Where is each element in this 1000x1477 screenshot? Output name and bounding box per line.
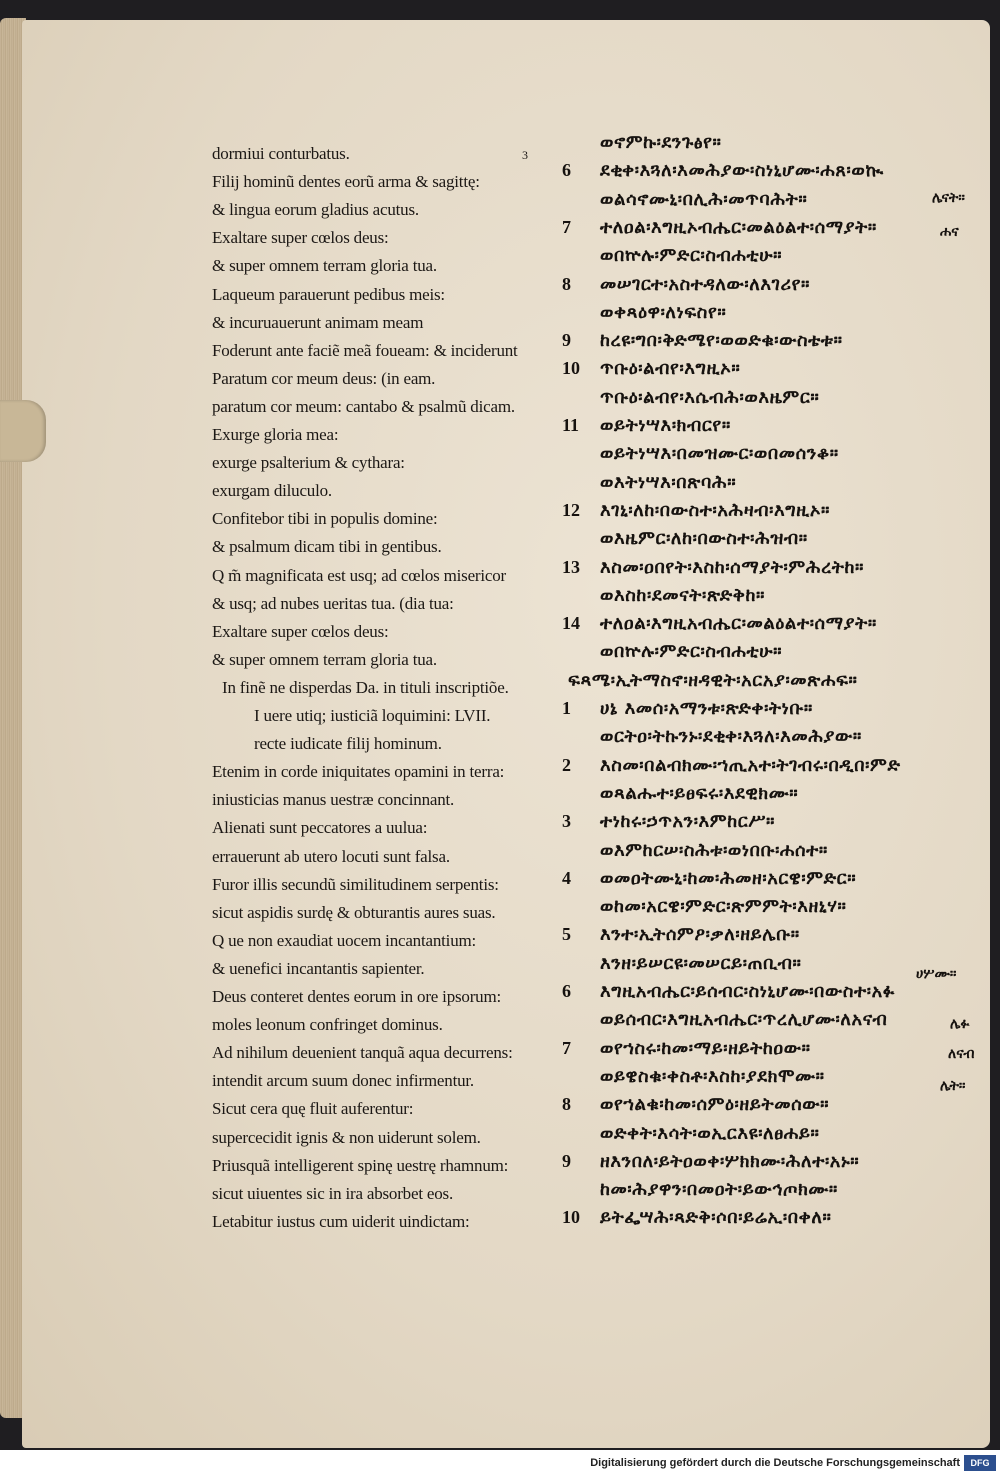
latin-text-line: Letabitur iustus cum uiderit uindictam: [212,1211,470,1231]
latin-text-line: & lingua eorum gladius acutus. [212,200,419,220]
ethiopic-text-line: ፍጻሜ፡ኢትማስኖ፡ዘዳዊት፡አርአያ፡መጽሐፍ። [568,669,858,691]
latin-text-line: Paratum cor meum deus: (in eam. [212,368,436,388]
ethiopic-text-line: ወይዌስቁ፡ቀስቶ፡እስከ፡ያደክሞሙ። [600,1065,825,1087]
latin-text-line: sicut aspidis surdę & obturantis aures suas. [212,902,496,922]
latin-text-line: Deus conteret dentes eorum in ore ipsorum: [212,987,502,1006]
latin-text-line: paratum cor meum: cantabo & psalmũ dicam. [212,396,515,416]
margin-gloss: ሀሦሙ። [916,966,957,982]
ethiopic-text-line: ተነከሩ፡ኃጥአን፡እምከርሥ። [600,811,776,833]
latin-text-line: Confitebor tibi in populis domine: [212,509,438,529]
latin-text-line: Q ue non exaudiat uocem incantantium: [212,930,477,950]
margin-gloss: ሌት። [940,1078,966,1094]
latin-text-line: Exaltare super cœlos deus: [212,228,389,248]
ethiopic-text-line: ተለዐል፡እግዚኦብሔር፡መልዕልተ፡ሰማያት። [600,216,877,238]
verse-number: 10 [562,1207,580,1228]
ethiopic-text-line: ተለዐል፡እግዚአብሔር፡መልዕልተ፡ሰማያት። [600,613,877,635]
footer-bar [0,1450,1000,1477]
latin-text-line: Foderunt ante faciẽ meã foueam: & inciderunt [212,340,518,360]
verse-number: 1 [562,698,571,718]
verse-number: 9 [562,330,571,351]
latin-text-line: dormiui conturbatus. [212,144,350,163]
ethiopic-text-line: ወየኀስሩ፡ከመ፡ማይ፡ዘይትከዐው። [600,1037,811,1059]
ethiopic-text-line: ደቂቀ፡እጓለ፡እመሕያው፡ስነኒሆሙ፡ሐጸ፡ወኲ [600,160,884,182]
ethiopic-text-line: ከመ፡ሕያዋን፡በመዐት፡ይውኅጦክሙ። [600,1179,838,1201]
ethiopic-text-line: ወእስከ፡ደመናት፡ጽድቅከ። [600,584,766,606]
verse-number: 4 [562,867,571,888]
verse-number: 9 [562,1150,571,1171]
latin-text-line: Alienati sunt peccatores a uulua: [212,818,428,838]
latin-text-line: In finẽ ne disperdas Da. in tituli inscriptiõe. [222,677,509,697]
ethiopic-text-line: እግዚአብሔር፡ይሰብር፡ስነኒሆሙ፡በውስተ፡አፉ [600,981,895,1002]
margin-gloss: ሌናት። [932,190,965,206]
bookmark-tab [0,400,46,462]
verse-number: 8 [562,273,571,294]
latin-text-line: & super omnem terram gloria tua. [212,649,437,669]
latin-text-line: Laqueum parauerunt pedibus meis: [212,284,445,304]
latin-text-line: Priusquã intelligerent spinę uestrę rhamnum: [212,1155,509,1175]
latin-text-line: I uere utiq; iusticiã loquimini: LVII. [254,706,491,725]
latin-text-line: iniusticias manus uestræ concinnant. [212,790,455,810]
footer-credit: Digitalisierung gefördert durch die Deutsche Forschungsgemeinschaft [590,1457,960,1469]
ethiopic-text-line: እገኒ፡ለከ፡በውስተ፡አሕዛብ፡እግዚኦ። [600,499,831,521]
ethiopic-text-line: ወመዐትሙኒ፡ከመ፡ሕመዘ፡አርዌ፡ምድር። [600,867,857,889]
ethiopic-text-line: ጥቡዕ፡ልብየ፡እግዚኦ። [600,358,741,380]
latin-text-line: Q m̃ magnificata est usq; ad cœlos misericor [212,565,507,585]
folio-mark: 3 [522,148,528,162]
verse-number: 8 [562,1094,571,1115]
latin-text-line: errauerunt ab utero locuti sunt falsa. [212,846,450,866]
latin-text-line: & incuruauerunt animam meam [212,312,424,332]
book-page [22,20,990,1448]
ethiopic-text-line: እስመ፡ዐበየት፡እስከ፡ሰማያት፡ምሕረትከ። [600,556,865,578]
latin-text-line: & usq; ad nubes ueritas tua. (dia tua: [212,593,454,613]
ethiopic-text-line: ወድቀት፡እሳት፡ወኢርእዩ፡ለፀሐይ። [600,1122,820,1144]
verse-number: 12 [562,499,580,520]
ethiopic-text-line: ወይትነሣእ፡በመዝሙር፡ወበመሰንቆ። [600,443,839,465]
ethiopic-text-line: ይትፌሣሕ፡ጻድቅ፡ሶበ፡ይሬኢ፡በቀለ። [600,1207,832,1229]
ethiopic-text-line: ጥቡዕ፡ልብየ፡እሴብሕ፡ወእዜምር። [600,386,820,408]
ethiopic-text-line: ከረዩ፡ግበ፡ቅድሜየ፡ወወድቁ፡ውስቴቱ። [600,330,843,352]
margin-gloss: ሌፉ [950,1016,970,1032]
verse-number: 6 [562,160,571,181]
ethiopic-text-line: ሀኔ እመሰ፡አማንቱ፡ጽድቀ፡ትነቡ። [600,698,813,719]
ethiopic-text-line: ወርትዐ፡ትኩንኑ፡ደቂቀ፡እጓለ፡እመሕያው። [600,726,862,748]
verse-number: 14 [562,613,580,634]
verse-number: 13 [562,556,580,577]
latin-text-line: moles leonum confringet dominus. [212,1015,443,1035]
ethiopic-text-line: ወእምከርሠ፡ስሕቱ፡ወነበቡ፡ሐሰተ። [600,839,828,861]
margin-gloss: ለናብ [948,1046,975,1062]
ethiopic-text-line: ወጻልሑተ፡ይፀፍሩ፡እደዊክሙ። [600,782,799,804]
ethiopic-text-line: ወእትነሣእ፡በጽባሕ። [600,471,737,493]
ethiopic-text-line: ወእዜምር፡ለከ፡በውስተ፡ሕዝብ። [600,528,808,550]
ethiopic-text-line: ወይትነሣእ፡ክብርየ። [600,415,731,436]
ethiopic-text-line: እንዘ፡ይሠርዩ፡መሠርይ፡ጠቢብ። [600,952,802,974]
verse-number: 2 [562,754,571,775]
ethiopic-text-line: ወቀጻዕዋ፡ለነፍስየ። [600,301,727,323]
latin-text-line: Sicut cera quę fluit auferentur: [212,1099,414,1119]
latin-text-line: Exaltare super cœlos deus: [212,621,389,641]
latin-text-line: intendit arcum suum donec infirmentur. [212,1071,474,1091]
ethiopic-text-line: መሠገርተ፡አስተዳለው፡ለእገሪየ። [600,273,811,295]
margin-gloss: ሐና [940,224,959,240]
latin-text-line: Filij hominũ dentes eorũ arma & sagittę: [212,172,480,192]
latin-text-line: Etenim in corde iniquitates opamini in terra: [212,762,505,782]
verse-number: 5 [562,924,571,945]
verse-number: 3 [562,811,571,832]
ethiopic-text-line: ወበኵሉ፡ምድር፡ስብሐቲሁ። [600,641,783,663]
dfg-logo: DFG [964,1455,996,1471]
ethiopic-text-line: ወልሳኖሙኒ፡በሊሕ፡መጥባሕት። [600,188,808,210]
ethiopic-text-line: ወበኵሉ፡ምድር፡ስብሐቲሁ። [600,245,783,267]
latin-text-line: & psalmum dicam tibi in gentibus. [212,537,442,557]
ethiopic-text-line: እስመ፡በልብክሙ፡ኀጢአተ፡ትገብሩ፡በዲበ፡ምድ [600,754,901,776]
ethiopic-text-line: እንተ፡ኢትሰምዖ፡ቃለ፡ዘይሌቡ። [600,924,800,946]
ethiopic-text-line: ወኖምኩ፡ደንጉፅየ። [600,132,722,153]
verse-number: 10 [562,358,580,379]
verse-number: 6 [562,981,571,1001]
verse-number: 7 [562,216,571,237]
latin-text-line: & uenefici incantantis sapienter. [212,958,425,978]
verse-number: 11 [562,415,580,435]
ethiopic-text-line: ዘእንበለ፡ይትዐወቀ፡ሦክክሙ፡ሕለተ፡አኑ። [600,1150,860,1172]
latin-text-line: recte iudicate filij hominum. [254,734,442,754]
latin-text-line: Ad nihilum deuenient tanquã aqua decurrens: [212,1043,513,1063]
latin-text-line: Furor illis secundũ similitudinem serpentis: [212,874,499,894]
latin-text-line: & super omnem terram gloria tua. [212,256,437,276]
latin-text-line: supercecidit ignis & non uiderunt solem. [212,1127,481,1147]
latin-text-line: exurgam diluculo. [212,481,332,501]
ethiopic-text-line: ወይሰብር፡እግዚአብሔር፡ጥረሊሆሙ፡ለአናብ [600,1009,888,1031]
latin-text-line: sicut uiuentes sic in ira absorbet eos. [212,1183,453,1203]
latin-text-line: Exurge gloria mea: [212,425,339,444]
ethiopic-text-line: ወከመ፡አርዌ፡ምድር፡ጽምምት፡እዘኒሃ። [600,896,847,918]
latin-text-line: exurge psalterium & cythara: [212,453,405,473]
ethiopic-text-line: ወየኀልቁ፡ከመ፡ሰምዕ፡ዘይትመሰው። [600,1094,830,1116]
verse-number: 7 [562,1037,571,1058]
